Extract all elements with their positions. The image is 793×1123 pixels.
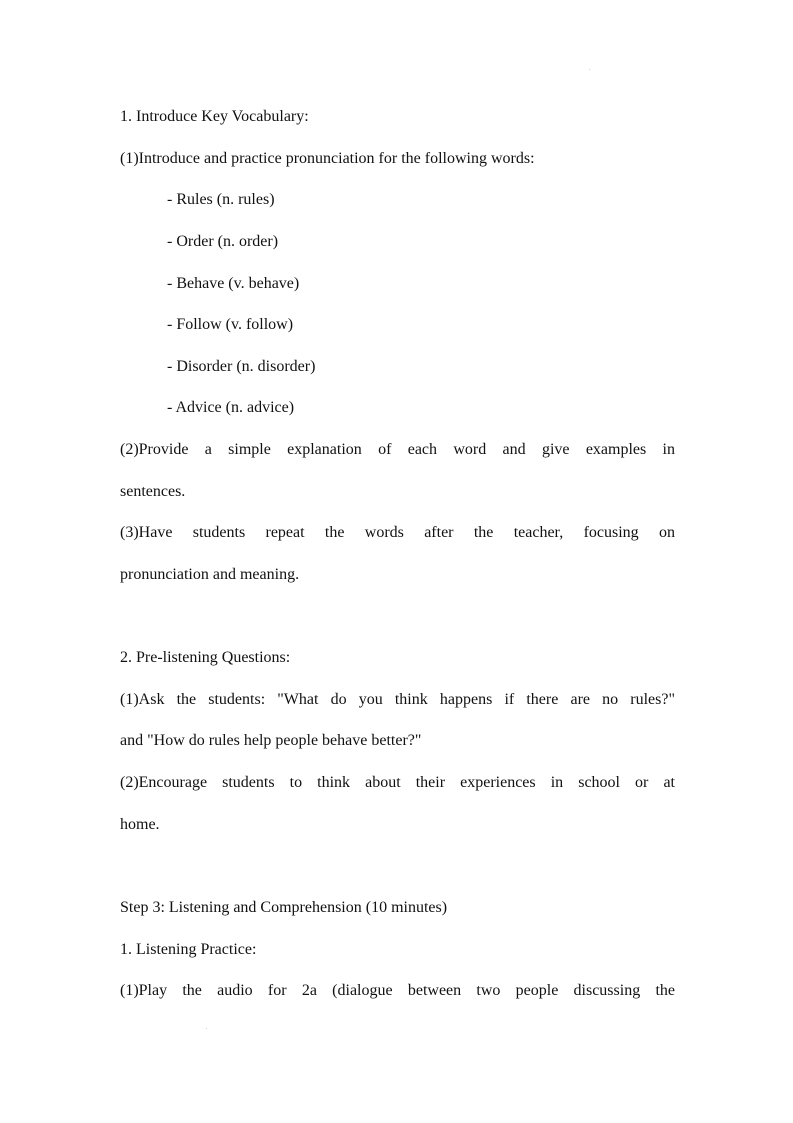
instruction-explanation-line-1: (2)Provide a simple explanation of each word and give examples in: [120, 441, 675, 458]
instruction-explanation-line-2: sentences.: [120, 483, 186, 500]
step-heading-listening: Step 3: Listening and Comprehension (10 minutes): [120, 899, 448, 916]
vocab-item-rules: - Rules (n. rules): [167, 191, 275, 208]
question-ask-line-1: (1)Ask the students: "What do you think happens if there are no rules?": [120, 691, 675, 708]
vocab-item-follow: - Follow (v. follow): [167, 316, 294, 333]
instruction-play-audio: (1)Play the audio for 2a (dialogue between two people discussing the: [120, 982, 675, 999]
vocab-item-order: - Order (n. order): [167, 233, 279, 250]
scan-speck: [589, 69, 590, 70]
question-encourage-line-1: (2)Encourage students to think about their experiences in school or at: [120, 774, 675, 791]
section-heading-vocabulary: 1. Introduce Key Vocabulary:: [120, 108, 309, 125]
instruction-repeat-line-2: pronunciation and meaning.: [120, 566, 300, 583]
vocab-item-disorder: - Disorder (n. disorder): [167, 358, 316, 375]
instruction-pronunciation: (1)Introduce and practice pronunciation for the following words:: [120, 150, 535, 167]
section-heading-listening-practice: 1. Listening Practice:: [120, 941, 257, 958]
vocab-item-advice: - Advice (n. advice): [167, 399, 295, 416]
scan-speck: [206, 1028, 207, 1029]
section-heading-prelistening: 2. Pre-listening Questions:: [120, 649, 291, 666]
vocab-item-behave: - Behave (v. behave): [167, 275, 300, 292]
question-encourage-line-2: home.: [120, 816, 160, 833]
instruction-repeat-line-1: (3)Have students repeat the words after the teacher, focusing on: [120, 524, 675, 541]
question-ask-line-2: and "How do rules help people behave better?": [120, 732, 422, 749]
